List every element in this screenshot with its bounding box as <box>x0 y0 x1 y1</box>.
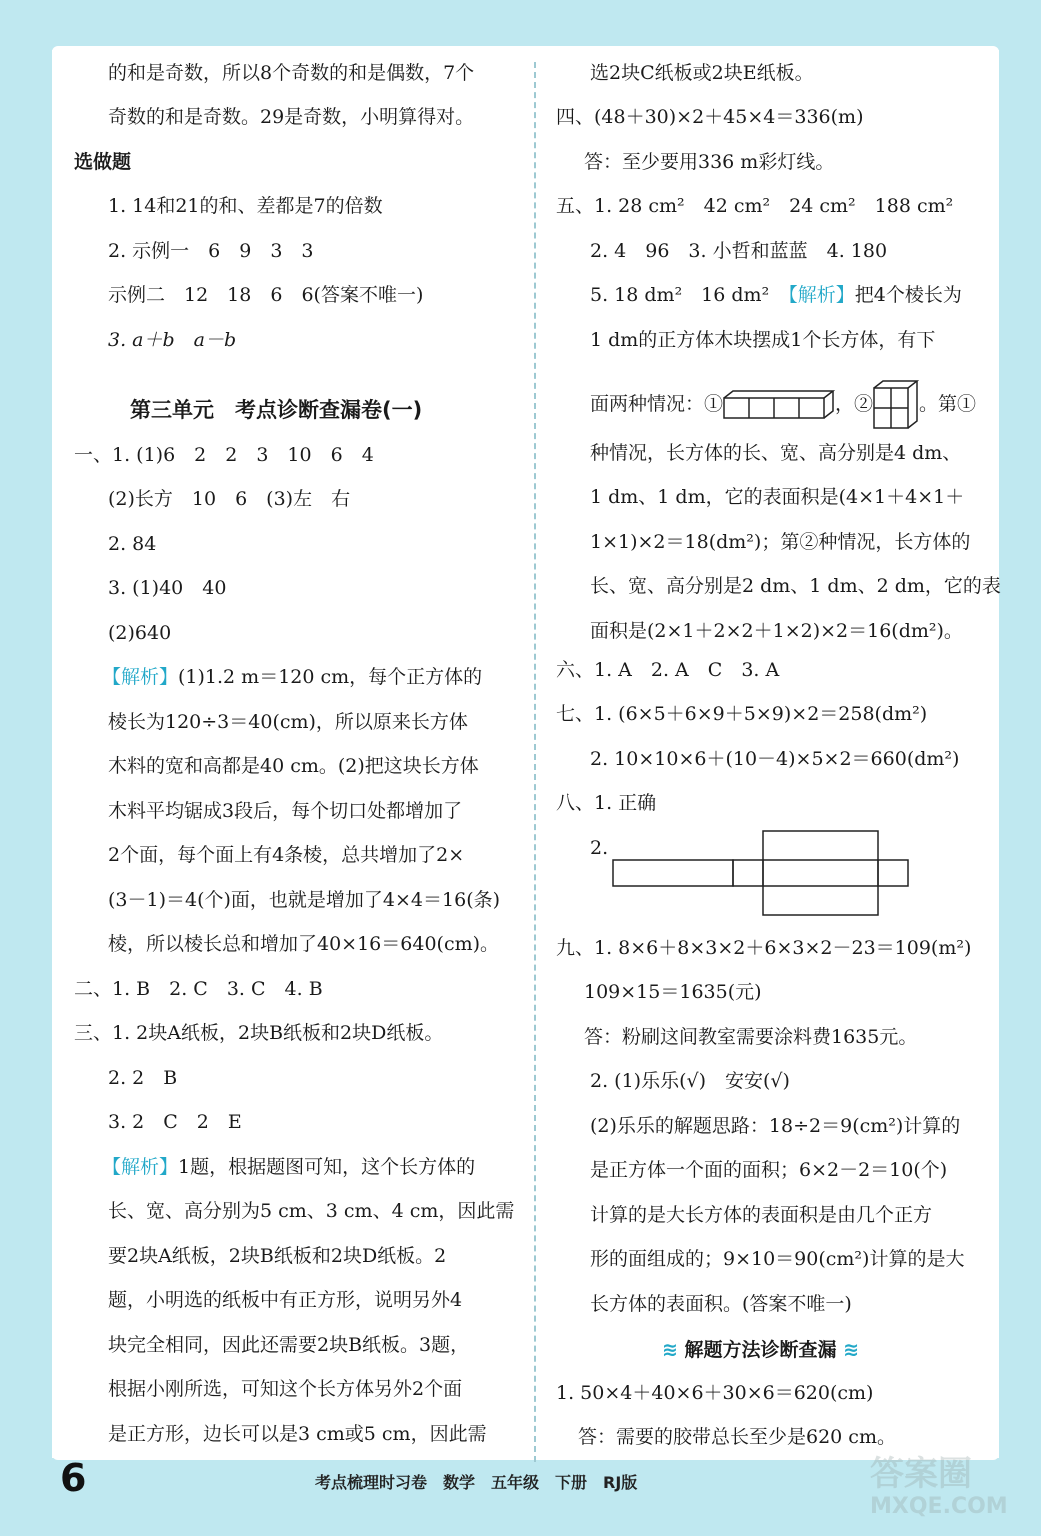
section-heading <box>662 1335 859 1365</box>
text-line <box>590 380 976 430</box>
text-line: 的和是奇数，所以8个奇数的和是偶数，7个 <box>108 62 475 84</box>
text-line: 三、1. 2块A纸板，2块B纸板和2块D纸板。 <box>74 1022 444 1044</box>
heading-text: 解题方法诊断查漏 <box>684 1339 837 1361</box>
text-line: 2. <box>590 837 609 859</box>
text-line: 奇数的和是奇数。29是奇数，小明算得对。 <box>108 106 475 128</box>
page-frame-top <box>0 0 1041 50</box>
text-line: 面积是(2×1＋2×2＋1×2)×2＝16(dm²)。 <box>590 620 963 642</box>
text-line: 2. 示例一 6 9 3 3 <box>108 240 314 262</box>
text-line: 2. 84 <box>108 533 157 555</box>
unit-title: 第三单元 考点诊断查漏卷(一) <box>130 398 423 422</box>
text-line: 是正方形，边长可以是3 cm或5 cm，因此需 <box>108 1423 487 1445</box>
text-line <box>102 1152 475 1182</box>
text-line: 一、1. (1)6 2 2 3 10 6 4 <box>74 444 374 466</box>
page-footer <box>60 1456 960 1502</box>
text-line: 长方体的表面积。(答案不唯一) <box>590 1293 852 1315</box>
jiexi-tag: 【解析】 <box>102 666 179 688</box>
text-line: 1 dm、1 dm，它的表面积是(4×1＋4×1＋ <box>590 486 965 508</box>
text-line: 示例二 12 18 6 6(答案不唯一) <box>108 284 424 306</box>
text-line: 选2块C纸板或2块E纸板。 <box>590 62 814 84</box>
text-line: 2. 10×10×6＋(10－4)×5×2＝660(dm²) <box>590 748 960 770</box>
watermark-text: 答案圈 <box>870 1454 972 1494</box>
text-line <box>590 280 962 310</box>
footer-text: 考点梳理时习卷 数学 五年级 下册 RJ版 <box>315 1473 638 1492</box>
text-line: (2)乐乐的解题思路：18÷2＝9(cm²)计算的 <box>590 1115 961 1137</box>
cuboid-net-figure <box>612 830 912 920</box>
text-segment: 1题，根据题图可知，这个长方体的 <box>178 1156 476 1178</box>
page-number: 6 <box>60 1456 87 1500</box>
jiexi-tag: 【解析】 <box>788 284 855 306</box>
text-line: 3. 2 C 2 E <box>108 1111 242 1133</box>
text-line: 六、1. A 2. A C 3. A <box>556 659 780 681</box>
text-line: 九、1. 8×6＋8×3×2＋6×3×2－23＝109(m²) <box>556 937 972 959</box>
text-line: 1. 50×4＋40×6＋30×6＝620(cm) <box>556 1382 874 1404</box>
text-line: 长、宽、高分别为5 cm、3 cm、4 cm，因此需 <box>108 1200 515 1222</box>
text-line: (2)长方 10 6 (3)左 右 <box>108 488 351 510</box>
text-line: 四、(48＋30)×2＋45×4＝336(m) <box>556 106 864 128</box>
text-line: 木料平均锯成3段后，每个切口处都增加了 <box>108 800 463 822</box>
section-heading: 选做题 <box>74 151 132 173</box>
cube-block-figure <box>873 380 919 430</box>
text-line: 答：粉刷这间教室需要涂料费1635元。 <box>584 1026 918 1048</box>
text-line: 109×15＝1635(元) <box>584 981 762 1003</box>
text-line: 要2块A纸板，2块B纸板和2块D纸板。2 <box>108 1245 447 1267</box>
text-line: 2. 4 96 3. 小哲和蓝蓝 4. 180 <box>590 240 888 262</box>
column-divider <box>534 62 536 1462</box>
text-line: 木料的宽和高都是40 cm。(2)把这块长方体 <box>108 755 479 777</box>
text-line <box>102 662 482 692</box>
text-segment: 面两种情况：① <box>590 393 724 415</box>
watermark-url: MXQE.COM <box>870 1494 1008 1519</box>
text-line: 是正方体一个面的面积；6×2－2＝10(个) <box>590 1159 948 1181</box>
text-line: 2. 2 B <box>108 1067 178 1089</box>
text-line: (3－1)＝4(个)面，也就是增加了4×4＝16(条) <box>108 889 501 911</box>
text-segment: (1)1.2 m＝120 cm，每个正方体的 <box>178 666 483 688</box>
text-line: 1 dm的正方体木块摆成1个长方体，有下 <box>590 329 936 351</box>
text-line: 形的面组成的；9×10＝90(cm²)计算的是大 <box>590 1248 965 1270</box>
text-segment: 把4个棱长为 <box>854 284 962 306</box>
jiexi-tag: 【解析】 <box>102 1156 179 1178</box>
text-line: 答：至少要用336 m彩灯线。 <box>584 151 835 173</box>
text-line: 根据小刚所选，可知这个长方体另外2个面 <box>108 1378 463 1400</box>
wave-icon: ≋ <box>836 1339 860 1361</box>
cube-row-figure <box>723 390 835 420</box>
text-line: 二、1. B 2. C 3. C 4. B <box>74 978 323 1000</box>
wave-icon: ≋ <box>662 1339 685 1361</box>
text-line: 棱长为120÷3＝40(cm)，所以原来长方体 <box>108 711 468 733</box>
text-line: 种情况，长方体的长、宽、高分别是4 dm、 <box>590 442 962 464</box>
text-segment: 。第① <box>919 393 977 415</box>
text-line: 1×1)×2＝18(dm²)；第②种情况，长方体的 <box>590 531 971 553</box>
text-line: 棱，所以棱长总和增加了40×16＝640(cm)。 <box>108 933 500 955</box>
page-frame-left <box>0 0 52 1536</box>
text-line: 答：需要的胶带总长至少是620 cm。 <box>578 1426 896 1448</box>
text-line: 七、1. (6×5＋6×9＋5×9)×2＝258(dm²) <box>556 703 928 725</box>
text-line: (2)640 <box>108 622 172 644</box>
text-line: 八、1. 正确 <box>556 792 657 814</box>
text-line: 2. (1)乐乐(√) 安安(√) <box>590 1070 790 1092</box>
text-line: 块完全相同，因此还需要2块B纸板。3题， <box>108 1334 470 1356</box>
text-line: 1. 14和21的和、差都是7的倍数 <box>108 195 383 217</box>
text-line: 题，小明选的纸板中有正方形，说明另外4 <box>108 1289 463 1311</box>
text-segment: ，② <box>835 393 874 415</box>
text-segment: 5. 18 dm² 16 dm² <box>590 284 770 306</box>
text-line: 计算的是大长方体的表面积是由几个正方 <box>590 1204 933 1226</box>
text-line: 3. a＋b a－b <box>108 329 237 351</box>
watermark-logo <box>870 1440 1030 1530</box>
text-line: 五、1. 28 cm² 42 cm² 24 cm² 188 cm² <box>556 195 954 217</box>
page-frame-right <box>999 0 1041 1536</box>
text-line: 2个面，每个面上有4条棱，总共增加了2× <box>108 844 465 866</box>
text-line: 3. (1)40 40 <box>108 577 227 599</box>
text-line: 长、宽、高分别是2 dm、1 dm、2 dm，它的表 <box>590 575 1001 597</box>
